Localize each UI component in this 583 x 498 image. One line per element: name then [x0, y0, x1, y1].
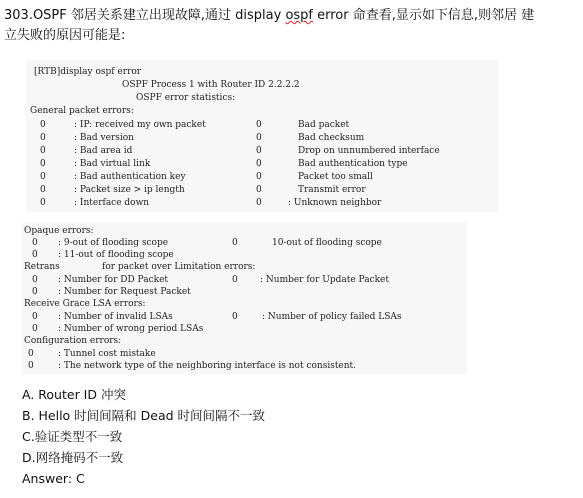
count: 0 — [256, 146, 262, 156]
label: Bad authentication type — [298, 159, 408, 169]
section-header: Retrans — [24, 262, 60, 272]
question-line-1 — [4, 6, 579, 26]
process-line: OSPF Process 1 with Router ID 2.2.2.2 — [122, 80, 300, 90]
question-text — [4, 6, 579, 46]
error-row — [26, 158, 408, 171]
label: : 11-out of flooding scope — [58, 250, 174, 260]
count: 0 — [40, 146, 46, 156]
section-description: for packet over Limitation errors: — [102, 262, 256, 272]
count: 0 — [40, 185, 46, 195]
count: 0 — [40, 133, 46, 143]
count: 0 — [32, 238, 38, 248]
error-row — [22, 237, 382, 250]
error-row — [22, 274, 389, 287]
label: : The network type of the neighboring interface is not consistent. — [58, 361, 357, 371]
count: 0 — [32, 324, 38, 334]
label: Transmit error — [298, 185, 366, 195]
label: Bad packet — [298, 120, 350, 130]
count: 0 — [32, 312, 38, 322]
count: 0 — [256, 198, 262, 208]
label: : Tunnel cost mistake — [58, 349, 156, 359]
label: : Interface down — [74, 198, 150, 208]
error-row — [22, 323, 204, 336]
section-header: Receive Grace LSA errors: — [24, 299, 146, 309]
count: 0 — [232, 238, 238, 248]
label: Drop on unnumbered interface — [298, 146, 440, 156]
terminal-line — [22, 261, 256, 274]
label: Bad checksum — [298, 133, 365, 143]
question-suffix: error 命查看,显示如下信息,则邻居 建 — [313, 8, 535, 23]
error-row — [26, 184, 366, 197]
error-row — [22, 348, 156, 361]
label: : Bad version — [74, 133, 134, 143]
section-header: Configuration errors: — [24, 336, 122, 346]
label: : Number of invalid LSAs — [58, 312, 173, 322]
section-header: General packet errors: — [30, 106, 134, 116]
label: : Bad area id — [74, 146, 133, 156]
label: 10-out of flooding scope — [272, 238, 382, 248]
count: 0 — [256, 185, 262, 195]
count: 0 — [32, 275, 38, 285]
label: : Unknown neighbor — [288, 198, 382, 208]
question-line-2: 立失败的原因可能是: — [4, 28, 126, 43]
section-header: Opaque errors: — [24, 226, 94, 236]
terminal-screenshot-top — [26, 60, 498, 212]
count: 0 — [32, 287, 38, 297]
option-c: C.验证类型不一致 — [22, 429, 123, 444]
error-row — [22, 360, 357, 373]
count: 0 — [256, 133, 262, 143]
error-row — [26, 197, 382, 210]
count: 0 — [256, 120, 262, 130]
terminal-prompt: [RTB]display ospf error — [34, 67, 142, 77]
error-row — [26, 132, 365, 145]
label: : IP: received my own packet — [74, 120, 206, 130]
option-a: A. Router ID 冲突 — [22, 387, 126, 402]
option-b: B. Hello 时间间隔和 Dead 时间间隔不一致 — [22, 408, 266, 423]
label: : Number for Update Packet — [260, 275, 389, 285]
question-command-word: ospf — [285, 8, 313, 23]
error-row — [22, 249, 174, 262]
label: : Number for DD Packet — [58, 275, 169, 285]
count: 0 — [40, 159, 46, 169]
label: Packet too small — [298, 172, 373, 182]
error-row — [26, 119, 350, 132]
count: 0 — [256, 159, 262, 169]
label: : 9-out of flooding scope — [58, 238, 169, 248]
label: : Bad virtual link — [74, 159, 151, 169]
answer-options — [22, 384, 562, 489]
count: 0 — [40, 172, 46, 182]
count: 0 — [32, 250, 38, 260]
count: 0 — [40, 120, 46, 130]
count: 0 — [28, 361, 34, 371]
count: 0 — [40, 198, 46, 208]
error-row — [22, 311, 402, 324]
terminal-screenshot-bottom — [22, 222, 467, 374]
label: : Number for Request Packet — [58, 287, 191, 297]
option-d: D.网络掩码不一致 — [22, 450, 124, 465]
label: : Bad authentication key — [74, 172, 186, 182]
count: 0 — [28, 349, 34, 359]
label: : Number of policy failed LSAs — [262, 312, 402, 322]
label: : Packet size > ip length — [74, 185, 185, 195]
question-prefix: 303.OSPF 邻居关系建立出现故障,通过 display — [4, 8, 286, 23]
statistics-line: OSPF error statistics: — [136, 93, 236, 103]
answer-line: Answer: C — [22, 471, 85, 486]
count: 0 — [232, 275, 238, 285]
error-row — [26, 145, 440, 158]
error-row — [26, 171, 373, 184]
count: 0 — [256, 172, 262, 182]
error-row — [22, 286, 191, 299]
count: 0 — [232, 312, 238, 322]
label: : Number of wrong period LSAs — [58, 324, 204, 334]
